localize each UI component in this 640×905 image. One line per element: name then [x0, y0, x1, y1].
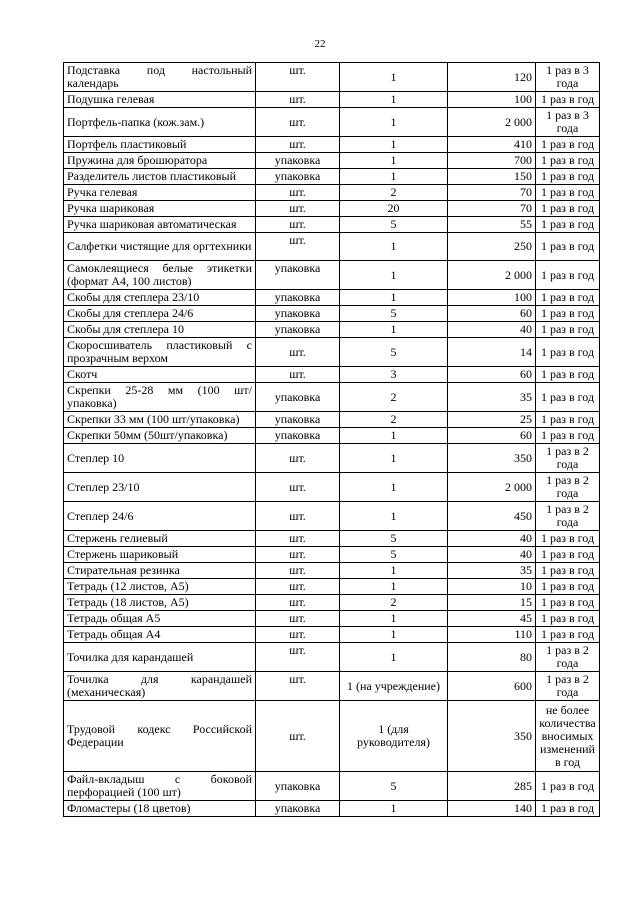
item-name-cell: Подушка гелевая [64, 92, 256, 108]
frequency-cell: 1 раз в год [536, 153, 600, 169]
quantity-cell: 5 [340, 772, 448, 801]
price-cell: 410 [448, 137, 536, 153]
frequency-cell: 1 раз в год [536, 579, 600, 595]
table-row [64, 153, 600, 169]
unit-cell: упаковка [256, 428, 340, 444]
price-cell: 450 [448, 502, 536, 531]
item-name-cell: Скобы для степлера 23/10 [64, 290, 256, 306]
unit-cell: упаковка [256, 169, 340, 185]
quantity-cell: 1 [340, 611, 448, 627]
item-name-cell: Скобы для степлера 24/6 [64, 306, 256, 322]
price-cell: 285 [448, 772, 536, 801]
table-row [64, 627, 600, 643]
frequency-cell: 1 раз в год [536, 531, 600, 547]
quantity-cell: 3 [340, 367, 448, 383]
table-row [64, 701, 600, 772]
unit-cell: упаковка [256, 383, 340, 412]
frequency-cell: 1 раз в год [536, 367, 600, 383]
table-row [64, 595, 600, 611]
unit-cell: шт. [256, 92, 340, 108]
frequency-cell: 1 раз в год [536, 169, 600, 185]
table-row [64, 672, 600, 701]
item-name-cell: Скоросшиватель пластиковый с прозрачным верхом [64, 338, 256, 367]
table-row [64, 63, 600, 92]
table-row [64, 502, 600, 531]
quantity-cell: 1 (на учреждение) [340, 672, 448, 701]
frequency-cell: 1 раз в 2 года [536, 502, 600, 531]
price-cell: 60 [448, 306, 536, 322]
item-name-cell: Стирательная резинка [64, 563, 256, 579]
unit-cell: упаковка [256, 412, 340, 428]
frequency-cell: 1 раз в год [536, 338, 600, 367]
unit-cell: упаковка [256, 261, 340, 290]
table-row [64, 290, 600, 306]
frequency-cell: 1 раз в год [536, 595, 600, 611]
unit-cell: шт. [256, 217, 340, 233]
price-cell: 10 [448, 579, 536, 595]
table-row [64, 217, 600, 233]
frequency-cell: 1 раз в год [536, 611, 600, 627]
item-name-cell: Скотч [64, 367, 256, 383]
item-name-cell: Степлер 23/10 [64, 473, 256, 502]
quantity-cell: 1 [340, 153, 448, 169]
frequency-cell: 1 раз в год [536, 201, 600, 217]
item-name-cell: Стержень гелиевый [64, 531, 256, 547]
item-name-cell: Файл-вкладыш с боковой перфорацией (100 шт) [64, 772, 256, 801]
unit-cell: упаковка [256, 306, 340, 322]
item-name-cell: Портфель пластиковый [64, 137, 256, 153]
item-name-cell: Скрепки 25-28 мм (100 шт/упаковка) [64, 383, 256, 412]
unit-cell: шт. [256, 579, 340, 595]
unit-cell: шт. [256, 137, 340, 153]
unit-cell: шт. [256, 185, 340, 201]
frequency-cell: 1 раз в год [536, 185, 600, 201]
frequency-cell: 1 раз в 2 года [536, 473, 600, 502]
price-cell: 600 [448, 672, 536, 701]
price-cell: 25 [448, 412, 536, 428]
page-number: 22 [314, 38, 326, 50]
frequency-cell: 1 раз в 2 года [536, 444, 600, 473]
table-row [64, 801, 600, 817]
quantity-cell: 1 [340, 92, 448, 108]
frequency-cell: 1 раз в год [536, 412, 600, 428]
price-cell: 2 000 [448, 261, 536, 290]
table-row [64, 367, 600, 383]
frequency-cell: 1 раз в год [536, 137, 600, 153]
frequency-cell: 1 раз в год [536, 383, 600, 412]
table-row [64, 473, 600, 502]
price-cell: 700 [448, 153, 536, 169]
frequency-cell: 1 раз в год [536, 306, 600, 322]
frequency-cell: 1 раз в год [536, 801, 600, 817]
price-cell: 70 [448, 201, 536, 217]
quantity-cell: 2 [340, 595, 448, 611]
table-row [64, 611, 600, 627]
quantity-cell: 1 [340, 579, 448, 595]
price-cell: 140 [448, 801, 536, 817]
price-cell: 60 [448, 367, 536, 383]
price-cell: 150 [448, 169, 536, 185]
table-row [64, 338, 600, 367]
table-row [64, 531, 600, 547]
frequency-cell: 1 раз в год [536, 563, 600, 579]
item-name-cell: Степлер 10 [64, 444, 256, 473]
quantity-cell: 2 [340, 185, 448, 201]
quantity-cell: 5 [340, 338, 448, 367]
quantity-cell: 5 [340, 531, 448, 547]
item-name-cell: Пружина для брошюратора [64, 153, 256, 169]
table-row [64, 444, 600, 473]
item-name-cell: Портфель-папка (кож.зам.) [64, 108, 256, 137]
quantity-cell: 5 [340, 217, 448, 233]
frequency-cell: 1 раз в год [536, 627, 600, 643]
item-name-cell: Точилка для карандашей (механическая) [64, 672, 256, 701]
quantity-cell: 2 [340, 412, 448, 428]
item-name-cell: Тетрадь (12 листов, А5) [64, 579, 256, 595]
quantity-cell: 1 [340, 63, 448, 92]
quantity-cell: 1 [340, 428, 448, 444]
quantity-cell: 1 [340, 801, 448, 817]
frequency-cell: 1 раз в год [536, 547, 600, 563]
unit-cell: шт. [256, 444, 340, 473]
quantity-cell: 1 [340, 322, 448, 338]
frequency-cell: 1 раз в год [536, 233, 600, 261]
unit-cell: упаковка [256, 772, 340, 801]
unit-cell: упаковка [256, 290, 340, 306]
frequency-cell: 1 раз в 2 года [536, 643, 600, 672]
price-cell: 15 [448, 595, 536, 611]
frequency-cell: 1 раз в год [536, 428, 600, 444]
price-cell: 350 [448, 444, 536, 473]
quantity-cell: 1 [340, 169, 448, 185]
price-cell: 100 [448, 92, 536, 108]
table-row [64, 306, 600, 322]
price-cell: 350 [448, 701, 536, 772]
quantity-cell: 1 [340, 473, 448, 502]
frequency-cell: 1 раз в год [536, 217, 600, 233]
quantity-cell: 1 [340, 502, 448, 531]
table-row [64, 772, 600, 801]
frequency-cell: 1 раз в год [536, 92, 600, 108]
unit-cell: шт. [256, 643, 340, 672]
item-name-cell: Самоклеящиеся белые этикетки (формат А4, 100 листов) [64, 261, 256, 290]
price-cell: 35 [448, 563, 536, 579]
unit-cell: шт. [256, 473, 340, 502]
supplies-table [63, 62, 600, 817]
frequency-cell: 1 раз в год [536, 290, 600, 306]
item-name-cell: Скобы для степлера 10 [64, 322, 256, 338]
item-name-cell: Тетрадь общая А5 [64, 611, 256, 627]
price-cell: 45 [448, 611, 536, 627]
table-row [64, 428, 600, 444]
frequency-cell: 1 раз в год [536, 261, 600, 290]
unit-cell: шт. [256, 701, 340, 772]
unit-cell: шт. [256, 531, 340, 547]
unit-cell: упаковка [256, 153, 340, 169]
frequency-cell: 1 раз в 3 года [536, 108, 600, 137]
frequency-cell: не более количества вносимых изменений в год [536, 701, 600, 772]
price-cell: 60 [448, 428, 536, 444]
unit-cell: шт. [256, 201, 340, 217]
table-row [64, 108, 600, 137]
table-row [64, 322, 600, 338]
price-cell: 70 [448, 185, 536, 201]
item-name-cell: Подставка под настольный календарь [64, 63, 256, 92]
quantity-cell: 2 [340, 383, 448, 412]
table-row [64, 169, 600, 185]
table-row [64, 233, 600, 261]
quantity-cell: 1 [340, 563, 448, 579]
price-cell: 2 000 [448, 108, 536, 137]
quantity-cell: 5 [340, 547, 448, 563]
table-row [64, 383, 600, 412]
table-row [64, 185, 600, 201]
unit-cell: шт. [256, 108, 340, 137]
unit-cell: шт. [256, 672, 340, 701]
item-name-cell: Ручка шариковая [64, 201, 256, 217]
quantity-cell: 1 (для руководителя) [340, 701, 448, 772]
price-cell: 40 [448, 531, 536, 547]
frequency-cell: 1 раз в год [536, 772, 600, 801]
quantity-cell: 20 [340, 201, 448, 217]
table-row [64, 563, 600, 579]
frequency-cell: 1 раз в 2 года [536, 672, 600, 701]
item-name-cell: Тетрадь общая А4 [64, 627, 256, 643]
item-name-cell: Ручка шариковая автоматическая [64, 217, 256, 233]
price-cell: 35 [448, 383, 536, 412]
quantity-cell: 1 [340, 444, 448, 473]
table-row [64, 412, 600, 428]
table-row [64, 579, 600, 595]
item-name-cell: Разделитель листов пластиковый [64, 169, 256, 185]
unit-cell: шт. [256, 338, 340, 367]
quantity-cell: 5 [340, 306, 448, 322]
item-name-cell: Трудовой кодекс Российской Федерации [64, 701, 256, 772]
table-row [64, 261, 600, 290]
unit-cell: упаковка [256, 322, 340, 338]
unit-cell: шт. [256, 502, 340, 531]
table-row [64, 201, 600, 217]
price-cell: 120 [448, 63, 536, 92]
unit-cell: шт. [256, 595, 340, 611]
price-cell: 250 [448, 233, 536, 261]
price-cell: 40 [448, 322, 536, 338]
quantity-cell: 1 [340, 261, 448, 290]
item-name-cell: Скрепки 50мм (50шт/упаковка) [64, 428, 256, 444]
unit-cell: шт. [256, 233, 340, 261]
price-cell: 100 [448, 290, 536, 306]
price-cell: 40 [448, 547, 536, 563]
unit-cell: упаковка [256, 801, 340, 817]
item-name-cell: Степлер 24/6 [64, 502, 256, 531]
unit-cell: шт. [256, 63, 340, 92]
unit-cell: шт. [256, 611, 340, 627]
item-name-cell: Точилка для карандашей [64, 643, 256, 672]
table-row [64, 92, 600, 108]
unit-cell: шт. [256, 547, 340, 563]
item-name-cell: Тетрадь (18 листов, А5) [64, 595, 256, 611]
table-row [64, 547, 600, 563]
item-name-cell: Стержень шариковый [64, 547, 256, 563]
item-name-cell: Фломастеры (18 цветов) [64, 801, 256, 817]
quantity-cell: 1 [340, 108, 448, 137]
unit-cell: шт. [256, 563, 340, 579]
quantity-cell: 1 [340, 627, 448, 643]
item-name-cell: Салфетки чистящие для оргтехники [64, 233, 256, 261]
price-cell: 110 [448, 627, 536, 643]
price-cell: 2 000 [448, 473, 536, 502]
frequency-cell: 1 раз в год [536, 322, 600, 338]
price-cell: 80 [448, 643, 536, 672]
quantity-cell: 1 [340, 233, 448, 261]
quantity-cell: 1 [340, 290, 448, 306]
price-cell: 55 [448, 217, 536, 233]
price-cell: 14 [448, 338, 536, 367]
quantity-cell: 1 [340, 643, 448, 672]
unit-cell: шт. [256, 367, 340, 383]
quantity-cell: 1 [340, 137, 448, 153]
frequency-cell: 1 раз в 3 года [536, 63, 600, 92]
item-name-cell: Ручка гелевая [64, 185, 256, 201]
item-name-cell: Скрепки 33 мм (100 шт/упаковка) [64, 412, 256, 428]
unit-cell: шт. [256, 627, 340, 643]
table-row [64, 643, 600, 672]
table-row [64, 137, 600, 153]
